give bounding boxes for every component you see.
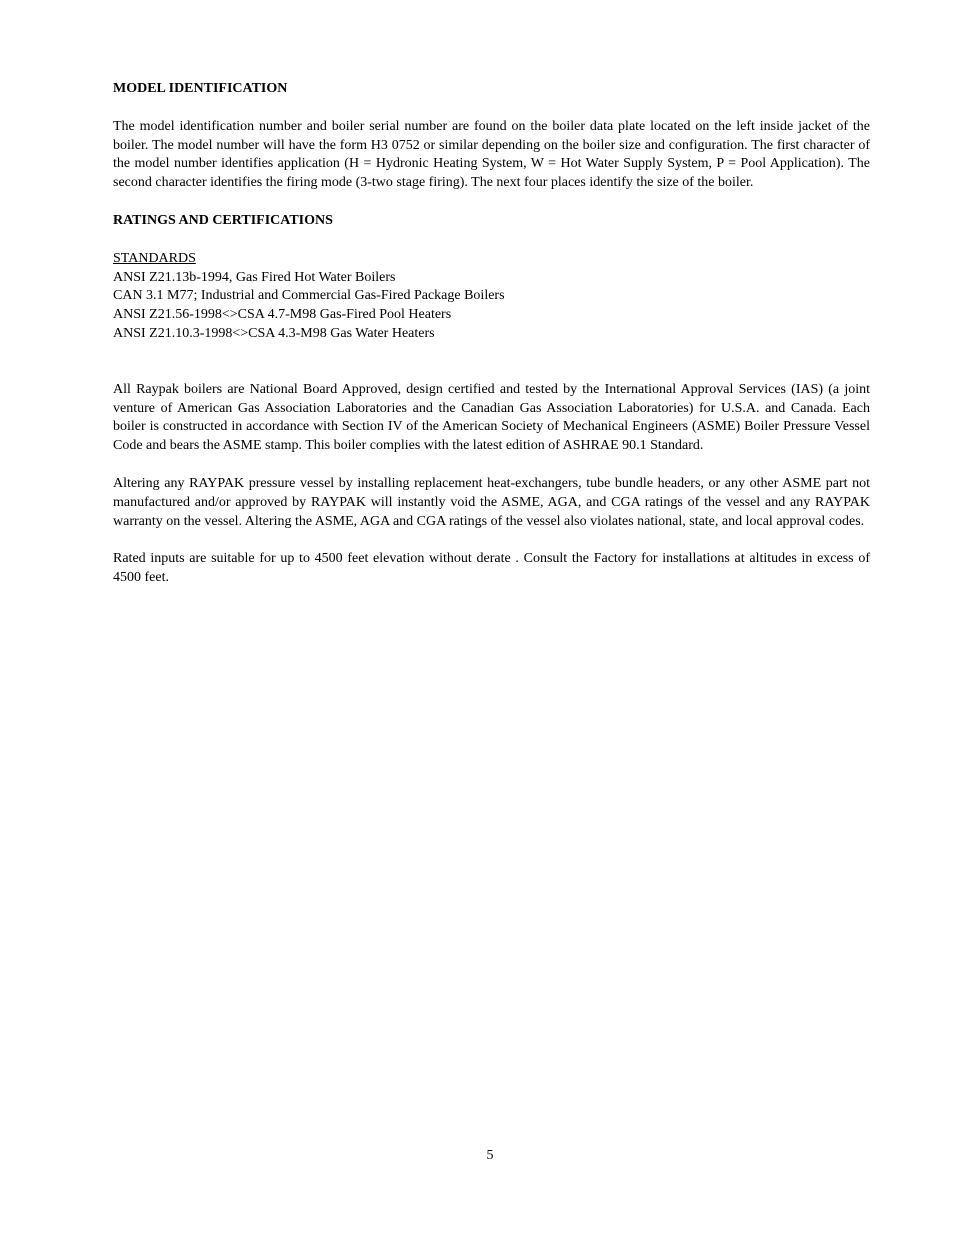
standard-item: ANSI Z21.56-1998<>CSA 4.7-M98 Gas-Fired Pool Heaters xyxy=(113,307,452,323)
document-page xyxy=(113,80,870,588)
spacer xyxy=(113,456,870,475)
standards-title: STANDARDS xyxy=(113,250,196,266)
spacer xyxy=(113,231,870,250)
standard-item: CAN 3.1 M77; Industrial and Commercial Gas-Fired Package Boilers xyxy=(113,288,505,304)
standards-list xyxy=(113,269,870,344)
ratings-heading: RATINGS AND CERTIFICATIONS xyxy=(113,212,333,228)
spacer xyxy=(113,193,870,212)
model-identification-paragraph: The model identification number and boiler serial number are found on the boiler data plate located on the left inside jacket of the boiler. The model number will have the form H3 0752 or similar depending on the boiler size and configuration. The first character of the model number identifies application (H = Hydronic Heating System, W = Hot Water Supply System, P = Pool Application). The second character identifies the firing mode (3-two stage firing). The next four places identify the size of the boiler. xyxy=(113,118,870,191)
spacer xyxy=(113,531,870,550)
certification-paragraph: All Raypak boilers are National Board Approved, design certified and tested by the International Approval Services (IAS) (a joint venture of American Gas Association Laboratories and the Canadian Gas Association Laboratories) for U.S.A. and Canada. Each boiler is constructed in accordance with Section IV of the American Society of Mechanical Engineers (ASME) Boiler Pressure Vessel Code and bears the ASME stamp. This boiler complies with the latest edition of ASHRAE 90.1 Standard. xyxy=(113,381,870,454)
elevation-paragraph: Rated inputs are suitable for up to 4500 feet elevation without derate . Consult the Factory for installations at altitudes in excess of 4500 feet. xyxy=(113,551,870,586)
standard-item: ANSI Z21.13b-1994, Gas Fired Hot Water Boilers xyxy=(113,269,396,285)
page-number: 5 xyxy=(486,1148,494,1163)
spacer xyxy=(113,99,870,118)
model-identification-heading: MODEL IDENTIFICATION xyxy=(113,81,288,96)
warranty-paragraph: Altering any RAYPAK pressure vessel by installing replacement heat-exchangers, tube bundle headers, or any other ASME part not manufactured and/or approved by RAYPAK will instantly void the ASME, AGA, and CGA ratings of the vessel and any RAYPAK warranty on the vessel. Altering the ASME, AGA and CGA ratings of the vessel also violates national, state, and local approval codes. xyxy=(113,475,870,529)
spacer xyxy=(113,344,870,381)
standard-item: ANSI Z21.10.3-1998<>CSA 4.3-M98 Gas Water Heaters xyxy=(113,325,435,341)
